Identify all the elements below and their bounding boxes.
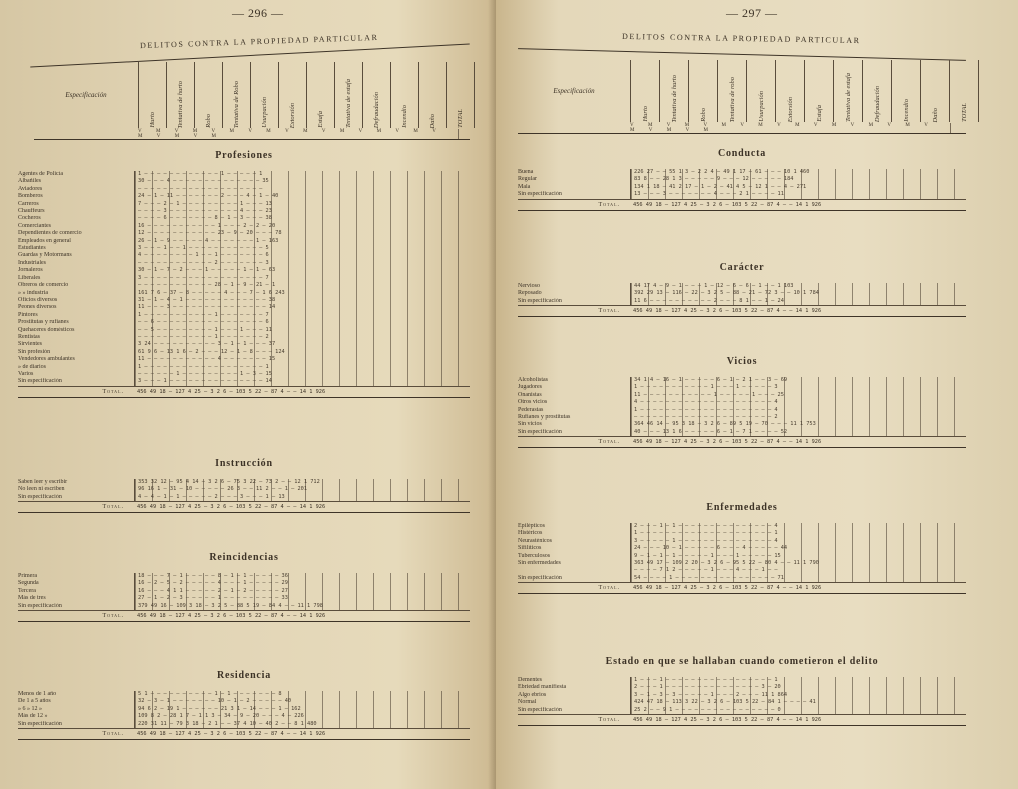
row-values: 61 9 6 — 13 1 6 — 2 — — — 12 — 1 — 8 — — — 124: [138, 348, 285, 355]
column-label: Hurto: [641, 106, 649, 122]
value-grid: [630, 677, 966, 714]
section-4: [518, 656, 966, 726]
total-values: 456 49 18 — 127 4 25 — 3 2 6 — 103 5 22 — 87 4 — — 14 1 926: [633, 308, 822, 315]
row-label: Sin especificación: [518, 706, 562, 713]
value-grid: [134, 479, 470, 501]
row-label: Sirvientes: [18, 341, 42, 348]
column-label: Tentativa de estafa: [345, 79, 352, 128]
row-values: 3 24 — — — — — — — — — — 3 — 1 — 1 — — — 37: [138, 341, 276, 348]
row-label: Sin especificación: [518, 191, 562, 198]
total-row: [18, 728, 470, 740]
row-label: Rufianes y prostitutas: [518, 414, 571, 421]
row-label: Sin especificación: [18, 493, 62, 500]
row-label: Quehaceres domésticos: [18, 326, 75, 333]
row-values: — — — — — — — — — — — — 2 — — — — — — — 3: [138, 259, 269, 266]
row-values: 11 — — — 3 — — — — — — — — — — — — — — — 14: [138, 304, 276, 311]
column-2: [195, 62, 223, 128]
column-10: [419, 62, 447, 128]
row-label: Agentes de Policía: [18, 171, 63, 177]
total-row: [18, 386, 470, 398]
row-values: 54 — — — — 1 — — — — — — — — — — — — — — — — 71: [634, 574, 784, 581]
page-number: — 297 —: [726, 6, 778, 20]
row-label: Aviadores: [18, 185, 43, 192]
column-label: Robo: [699, 108, 707, 122]
header-rule: [518, 133, 966, 134]
row-values: 96 16 1 — 31 — 10 — — — — — 26 3 — — 11 2 — — 1 — 201: [138, 486, 308, 493]
row-label: » » industria: [18, 289, 48, 296]
column-0: [139, 62, 167, 128]
row-values: 44 17 4 — 9 — 1 — — — 1 — 12 — 6 — 6 — 1 — — 1 103: [634, 283, 794, 289]
vm-header: [138, 129, 459, 139]
row-values: 364 46 14 — 95 3 18 — 3 2 6 — 89 5 19 — 70 — — — 11 1 753: [634, 421, 816, 428]
section-title: Reincidencias: [209, 552, 279, 563]
row-values: 424 47 18 — 113 3 22 — 3 2 6 — 103 5 22 — 84 1 — — — — 41: [634, 699, 816, 706]
section-title: Conducta: [717, 148, 767, 159]
row-labels: [518, 377, 630, 436]
row-labels: [518, 523, 630, 582]
row-values: 2 — — — 1 — 1 — — — — — — — — — — — — — — — 4: [634, 523, 778, 529]
section-2: [18, 552, 470, 622]
row-label: Liberales: [18, 274, 41, 281]
column-label: Tentativa de Robo: [233, 80, 240, 128]
row-label: Prostitutas y rufianes: [18, 319, 69, 326]
column-label: Incendio: [902, 99, 910, 122]
row-label: Menos de 1 año: [18, 691, 57, 697]
column-label: TOTAL: [960, 103, 968, 122]
row-values: — — 6 — — — — — — — — — — — — — — — — — 6: [138, 319, 269, 326]
column-3: [718, 60, 747, 122]
row-label: Obreros de comercio: [18, 282, 69, 289]
row-labels: [518, 677, 630, 714]
column-label: Extorsión: [786, 96, 794, 122]
row-label: Jugadores: [518, 384, 542, 391]
row-label: Pintores: [18, 311, 38, 318]
row-values: 24 — 1 — 11 — — — — — — — 2 — — — 4 — 1 — 40: [138, 193, 279, 200]
column-label: Estafa: [815, 105, 823, 122]
row-label: Más de tres: [18, 595, 46, 602]
row-labels: [518, 169, 630, 199]
row-values: 4 — — — — — — — — — — — — — — — — — — — — — 4: [634, 399, 778, 406]
row-label: Chauffeurs: [18, 208, 45, 215]
row-label: » 6 » 12 »: [18, 705, 42, 712]
column-label: Daño: [931, 107, 939, 122]
row-values: 16 — — — 4 1 1 — — — — — 2 — 1 — 2 — — — — — 27: [138, 587, 288, 594]
row-values: 220 31 11 — 79 3 18 — 2 1 — — 37 4 10 — 40 2 — — 8 1 480: [138, 720, 317, 727]
row-values: — — — — — — — — — — — — 1 — — — — — — — 2: [138, 333, 269, 340]
row-values: 1 — — — — — — — — — — — 1 — — — 1 — — — — — 3: [634, 384, 778, 391]
row-values: 161 7 6 — 37 — 8 — — — — — 4 — — — 7 — 1 6 243: [138, 289, 285, 296]
column-header: [518, 60, 979, 122]
row-label: Otros vicios: [518, 399, 548, 406]
row-values: 94 6 2 — 19 1 — — — — — — 21 3 1 — 14 — — — 1 — 162: [138, 705, 301, 712]
row-values: 5 1 — — — — — — — — — — 1 — 1 — — — — — — — 8: [138, 691, 282, 697]
column-label: Tentativa de hurto: [177, 80, 184, 128]
row-values: 16 — 2 — 5 — 2 — — — — — 4 — — — 1 — — — — — 29: [138, 580, 288, 587]
row-label: » de diarios: [18, 363, 46, 370]
row-label: Onanistas: [518, 391, 542, 398]
running-head: DELITOS CONTRA LA PROPIEDAD PARTICULAR: [139, 32, 379, 51]
row-label: Segunda: [18, 580, 39, 587]
row-values: — — — — 3 — — — — — — — — — — — 4 — — — 23: [138, 208, 272, 215]
total-values: 456 49 18 — 127 4 25 — 3 2 6 — 103 5 22 — 87 4 — — 14 1 926: [137, 731, 326, 738]
column-7: [834, 60, 863, 122]
column-0: [631, 60, 660, 122]
total-values: 456 49 18 — 127 4 25 — 3 2 6 — 103 5 22 — 87 4 — — 14 1 926: [633, 439, 822, 446]
total-row: [18, 501, 470, 513]
row-label: Industriales: [18, 259, 46, 266]
top-rule: [518, 48, 966, 61]
total-label: Total.: [598, 439, 620, 446]
row-values: 83 8 — — 28 1 3 — — — — — 9 — — — 12 — — — — — 184: [634, 176, 794, 183]
row-values: — — 5 — — — — — — — — — 1 — — — 1 — — — 11: [138, 326, 272, 333]
row-values: 3 — 1 — 3 — 3 — — — — — 1 — — — 2 — — — 11 1 864: [634, 691, 788, 698]
row-values: 31 — 1 — 4 — 1 — — — — — — — — — — — — — 38: [138, 296, 276, 303]
total-row: [518, 436, 966, 448]
row-values: 2 — — — 1 — — — — — — — — — — — — — — — 3 — 20: [634, 684, 781, 691]
column-8: [863, 60, 892, 122]
row-label: [518, 567, 630, 574]
column-label: Tentativa de hurto: [670, 74, 678, 122]
column-label: Usurpación: [261, 97, 268, 128]
row-label: Estudiantes: [18, 245, 46, 252]
section-3: [518, 502, 966, 594]
row-label: Jornaleros: [18, 267, 43, 274]
vm-labels: V M V M V M V M V M V M V M V M V M V M V M: [630, 123, 951, 133]
row-label: Cocheros: [18, 215, 41, 222]
column-5: [279, 62, 307, 128]
row-values: 1 — — — — — — — — — — — 1 — — — — — — — 7: [138, 311, 269, 318]
column-4: [251, 62, 279, 128]
total-values: 456 49 18 — 127 4 25 — 3 2 6 — 103 5 22 — 87 4 — — 14 1 926: [633, 717, 822, 724]
row-label: Sin enfermedades: [518, 560, 561, 567]
column-5: [776, 60, 805, 122]
section-title: Carácter: [719, 262, 765, 273]
row-values: 40 — — — 13 1 6 — — — — — 6 — 1 — 7 1 — — — — 52: [634, 428, 788, 435]
total-row: [518, 199, 966, 211]
section-title: Enfermedades: [706, 502, 778, 513]
row-label: Peones diversos: [18, 304, 57, 311]
row-label: Guardas y Motormans: [18, 252, 72, 259]
total-values: 456 49 18 — 127 4 25 — 3 2 6 — 103 5 22 — 87 4 — — 14 1 926: [633, 585, 822, 592]
row-values: 30 — — — 4 — — — — — — — — — — — — — — 35: [138, 178, 269, 185]
row-label: Mala: [518, 183, 531, 190]
column-label: Defraudación: [373, 91, 380, 128]
row-values: 1 — — — — — — — — — — — — 1 — — — — — 1: [138, 171, 263, 177]
column-label: Tentativa de robo: [728, 76, 736, 122]
row-label: Oficios diversos: [18, 296, 58, 303]
column-label: Daño: [429, 113, 436, 128]
row-values: 13 — — — 3 — — — — — — — 4 — — — 2 1 — — — — 11: [634, 191, 784, 198]
column-header: [34, 62, 475, 128]
column-2: [689, 60, 718, 122]
row-label: Sin especificación: [18, 720, 62, 727]
section-title: Residencia: [216, 670, 272, 681]
section-title: Vicios: [726, 356, 758, 367]
row-label: Sin especificación: [518, 428, 562, 435]
total-label: Total.: [102, 731, 124, 738]
row-label: Más de 12 »: [18, 713, 48, 720]
row-values: 11 — — — — — — — — — — — 4 — — — — — — — 15: [138, 356, 276, 363]
total-values: 456 49 18 — 127 4 25 — 3 2 6 — 103 5 22 — 87 4 — — 14 1 926: [137, 388, 326, 395]
row-values: 3 — — — 1 — — — — — — — — — — — — — — — 14: [138, 378, 272, 385]
total-label: Total.: [598, 717, 620, 724]
row-label: Sin especificación: [18, 602, 62, 609]
row-values: 11 — — — — — — — — — — — 1 — — — — — 1 — — — 25: [634, 391, 784, 398]
row-values: 18 — — — 7 — 1 — — — — — 8 — 1 — 1 — — — — — 36: [138, 573, 288, 579]
column-label: Extorsión: [289, 102, 296, 128]
row-label: Primera: [18, 573, 37, 579]
section-title: Estado en que se hallaban cuando cometieron el delito: [605, 656, 879, 667]
section-title: Profesiones: [215, 150, 273, 161]
row-values: 32 — 3 — 1 — — — — — — — 10 — 1 — 2 — — — — — 40: [138, 698, 292, 705]
left-page: [0, 0, 496, 789]
row-values: — — — — — — 1 — — — — — — — — — 1 — 3 — 15: [138, 370, 272, 377]
row-values: 1 — — — — — — — — — — — — — — — — — — — — — 1: [634, 530, 778, 537]
row-label: Bomberos: [18, 193, 43, 200]
total-label: Total.: [102, 613, 124, 620]
value-grid: [134, 691, 470, 728]
row-labels: [18, 171, 134, 386]
row-label: Reposado: [518, 290, 542, 297]
row-label: Tercera: [18, 587, 36, 594]
column-label: Defraudación: [873, 85, 881, 122]
column-1: [167, 62, 195, 128]
row-label: Alcoholistas: [518, 377, 548, 383]
row-values: — — — — — — — — — — — — 28 — 1 — 9 — 21 — 1: [138, 282, 276, 289]
total-values: 456 49 18 — 127 4 25 — 3 2 6 — 103 5 22 — 87 4 — — 14 1 926: [137, 613, 326, 620]
row-label: Sifilíticos: [518, 545, 542, 552]
header-rule: [34, 139, 470, 140]
row-values: — — — — 7 1 2 — — — — — 1 — — — 4 — — — 1 — —: [634, 567, 778, 574]
row-values: 109 8 2 — 28 1 7 — 1 1 3 — 34 — 9 — 20 — — — 4 — 226: [138, 713, 304, 720]
row-label: Nervioso: [518, 283, 540, 289]
row-label: Dementes: [518, 677, 542, 683]
column-label: Tentativa de estafa: [844, 73, 852, 122]
column-3: [223, 62, 251, 128]
total-values: 456 49 18 — 127 4 25 — 3 2 6 — 103 5 22 — 87 4 — — 14 1 926: [633, 201, 822, 208]
running-head: DELITOS CONTRA LA PROPIEDAD PARTICULAR: [621, 31, 861, 46]
row-label: Histéricos: [518, 530, 543, 537]
column-7: [335, 62, 363, 128]
row-label: Carreros: [18, 200, 39, 207]
column-label: TOTAL: [457, 109, 464, 128]
row-values: 7 — — — 2 — 1 — — — — — — — — — 1 — — — 13: [138, 200, 272, 207]
spec-header: Especificación: [34, 62, 139, 128]
row-values: 379 49 16 — 109 3 18 — 3 2 5 — 88 5 19 — 84 4 — — 11 1 798: [138, 602, 323, 609]
row-values: 11 6 — — — — — — — — — — 2 — — — 8 1 — — 1 — 24: [634, 297, 784, 304]
row-label: Rentistas: [18, 333, 40, 340]
total-label: Total.: [598, 308, 620, 315]
column-11: [447, 62, 475, 128]
column-9: [391, 62, 419, 128]
row-label: De 1 a 5 años: [18, 698, 51, 705]
section-3: [18, 670, 470, 740]
vm-header: [630, 123, 951, 133]
row-label: Sin especificación: [518, 574, 562, 581]
row-label: Saben leer y escribir: [18, 479, 68, 485]
column-9: [892, 60, 921, 122]
column-6: [307, 62, 335, 128]
row-values: 4 — 4 — 1 — 1 — — — — — 2 — — — 3 — — — 1 — 13: [138, 493, 285, 500]
total-label: Total.: [102, 504, 124, 511]
row-values: 3 — — — 1 — — 1 — — — — — — — — — — — — 5: [138, 245, 269, 252]
row-label: Sin vicios: [518, 421, 542, 428]
value-grid: [630, 523, 966, 582]
row-values: — — — — — — — — — — — — — — — — — — — —: [138, 185, 263, 192]
row-label: Epilépticos: [518, 523, 545, 529]
spec-header: Especificación: [518, 60, 631, 122]
section-1: [518, 262, 966, 317]
value-grid: [630, 377, 966, 436]
row-label: Normal: [518, 699, 537, 706]
row-label: Albañiles: [18, 178, 41, 185]
row-values: 392 29 13 — 116 — 22 — 3 2 5 — 88 — 21 — 72 3 — — 10 1 784: [634, 290, 819, 297]
column-8: [363, 62, 391, 128]
page-number: — 296 —: [232, 6, 284, 20]
row-values: 1 — — — — — — — — — — — — — — — — — — — — — 4: [634, 406, 778, 413]
row-label: Empleados en general: [18, 237, 71, 244]
vm-labels: V M V M V M V M V M V M V M V M V M V M V M: [138, 129, 459, 139]
row-label: Ebriedad manifiesta: [518, 684, 567, 691]
total-label: Total.: [598, 585, 620, 592]
row-label: Comerciantes: [18, 222, 51, 229]
row-label: Varios: [18, 370, 34, 377]
row-label: Dependientes de comercio: [18, 230, 82, 237]
column-4: [747, 60, 776, 122]
row-values: 226 27 — — 55 1 3 — 2 2 4 — 49 1 17 — 61 — — — 10 1 460: [634, 169, 810, 175]
row-label: Pederastas: [518, 406, 544, 413]
column-label: Robo: [205, 114, 212, 128]
column-11: [950, 60, 979, 122]
row-label: Tuberculosos: [518, 552, 551, 559]
row-values: 1 — — — — — — — — — — — — — — — — — — — 1: [138, 363, 269, 370]
column-6: [805, 60, 834, 122]
row-label: Sin especificación: [518, 297, 562, 304]
value-grid: [630, 283, 966, 305]
row-labels: [18, 573, 134, 610]
row-values: 134 1 18 — 41 2 17 — 1 — 2 — 41 4 5 — 12 1 — — 4 — 271: [634, 183, 807, 190]
row-values: 363 49 17 — 109 2 20 — 3 2 6 — 95 5 22 — 80 4 — — 11 1 790: [634, 560, 819, 567]
row-labels: [18, 691, 134, 728]
right-page: [496, 0, 1018, 789]
row-values: 34 1 4 — 16 — 1 — — — — — 6 — 1 — 2 1 — — 3 — 69: [634, 377, 788, 383]
section-0: [518, 148, 966, 211]
row-values: 26 — 1 — 9 — — — — — 4 — — — — — — — 1 — 163: [138, 237, 279, 244]
value-grid: [630, 169, 966, 199]
column-label: Estafa: [317, 111, 324, 128]
column-1: [660, 60, 689, 122]
row-values: 16 — — — — — — — — — — — 1 — — — 2 — 2 — 20: [138, 222, 276, 229]
row-labels: [518, 283, 630, 305]
row-values: 353 32 12 — 95 4 14 — 3 2 6 — 75 3 22 — 73 2 — — 12 1 712: [138, 479, 320, 485]
section-1: [18, 458, 470, 513]
row-values: 24 — — — 10 — 1 — — — — — 6 — — — 4 — — — — — 44: [634, 545, 788, 552]
row-values: 9 — 1 — 1 — 1 — — — — — 1 — — — 1 — — — — — 15: [634, 552, 781, 559]
row-values: 3 — — — — — — — — — — — — — — — — — — — 7: [138, 274, 269, 281]
total-values: 456 49 18 — 127 4 25 — 3 2 6 — 103 5 22 — 87 4 — — 14 1 926: [137, 504, 326, 511]
value-grid: [134, 573, 470, 610]
total-row: [518, 714, 966, 726]
row-values: 3 — — — — — 1 — — — — — — — — — — — — — — — 4: [634, 537, 778, 544]
row-labels: [18, 479, 134, 501]
row-values: 30 — 1 — 7 — 2 — — — 1 — — — — — 1 — 1 — 63: [138, 267, 276, 274]
row-values: 1 — — — 1 — — — — — — — — — — — — — — — — — 1: [634, 677, 778, 683]
row-label: Sin profesión: [18, 348, 51, 355]
section-title: Instrucción: [215, 458, 273, 469]
row-values: 25 2 — — 9 1 — — — — — — — — — — — — — — — — 0: [634, 706, 781, 713]
row-values: — — — — — — — — — — — — — — — — — — — — — — 2: [634, 414, 778, 421]
total-label: Total.: [102, 388, 124, 395]
row-label: No leen ni escriben: [18, 486, 65, 493]
row-label: Neurasténicos: [518, 537, 552, 544]
row-label: Buena: [518, 169, 534, 175]
column-label: Usurpación: [757, 91, 765, 122]
row-values: 12 — — — — — — — — — — — 23 — 9 — 20 — — — 78: [138, 230, 282, 237]
total-label: Total.: [598, 201, 620, 208]
row-label: Regular: [518, 176, 537, 183]
value-grid: [134, 171, 470, 386]
total-row: [18, 610, 470, 622]
column-label: Hurto: [149, 112, 156, 128]
total-row: [518, 582, 966, 594]
column-label: Incendio: [401, 105, 408, 128]
total-row: [518, 305, 966, 317]
section-2: [518, 356, 966, 448]
column-10: [921, 60, 950, 122]
row-values: 27 — 1 — 2 — 3 — — — — — 1 — — — — — — — — — 33: [138, 595, 288, 602]
row-label: Sin especificación: [18, 378, 62, 385]
row-values: — — — — 6 — — — — — — — 8 — 1 — 3 — — — 38: [138, 215, 272, 222]
section-0: [18, 150, 470, 398]
row-label: Vendedores ambulantes: [18, 356, 75, 363]
row-label: Algo ebrios: [518, 691, 547, 698]
row-values: 4 — — — — — — — — 1 — — 1 — — — — — — — 6: [138, 252, 269, 259]
